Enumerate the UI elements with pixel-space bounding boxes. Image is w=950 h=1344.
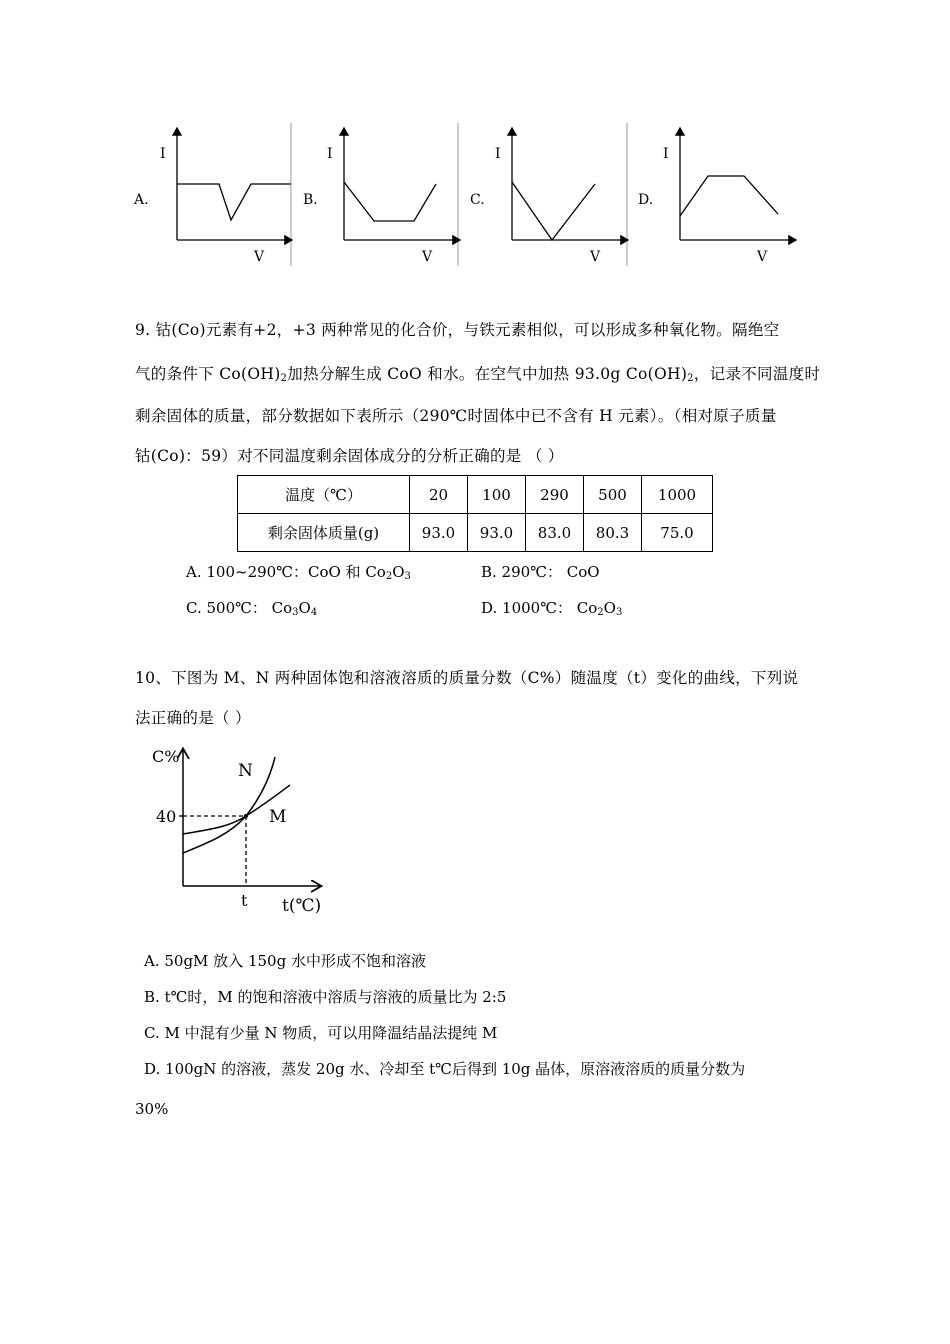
graph-d [638,128,796,265]
table-cell: 80.3 [584,514,642,552]
curve-n [183,757,275,853]
option-text: C. 500℃： Co [186,599,293,617]
q10-option-d[interactable]: D. 100gN 的溶液，蒸发 20g 水、冷却至 t℃后得到 10g 晶体，原溶液溶质的质量分数为 [144,1060,746,1078]
q10-option-c[interactable]: C. M 中混有少量 N 物质，可以用降温结晶法提纯 M [144,1024,498,1042]
x-axis-label: t(℃) [282,896,322,916]
option-text: O [298,599,311,617]
q9-option-b[interactable]: B. 290℃： CoO [481,563,600,581]
x-axis-label: V [757,249,768,265]
curve-d [680,176,778,216]
curve-m-label: M [269,807,287,827]
option-label: B. [303,192,318,208]
option-label: A. [134,192,149,208]
q9-option-d[interactable] [481,597,622,618]
curve-n-label: N [238,761,253,781]
table-cell: 75.0 [642,514,713,552]
subscript: 2 [280,373,288,384]
x-tick-label: t [241,891,248,910]
subscript: 4 [310,607,318,618]
q10-line-2: 法正确的是（ ） [135,709,251,727]
subscript: 3 [615,607,623,618]
q10-option-d-continued: 30% [135,1100,169,1118]
subscript: 3 [404,571,411,582]
q9-option-c[interactable] [186,597,317,618]
curve-c [512,182,595,240]
intersection-point [244,814,248,818]
curve-b [344,182,436,221]
q9-data-table [237,475,713,552]
y-tick-label: 40 [156,807,177,826]
graph-a [133,128,292,265]
table-header-cell: 剩余固体质量(g) [238,514,410,552]
table-header-cell: 温度（℃） [238,476,410,514]
table-cell: 93.0 [468,514,526,552]
q10-line-1: 10、下图为 M、N 两种固体饱和溶液溶质的质量分数（C%）随温度（t）变化的曲线，下列说 [135,669,799,687]
graph-b [303,128,460,265]
table-cell: 500 [584,476,642,514]
iv-graphs [120,118,810,278]
option-text: A. 100~290℃：CoO 和 Co [186,563,386,581]
option-text: D. 1000℃： Co [481,599,598,617]
table-cell: 20 [410,476,468,514]
subscript: 3 [292,607,299,618]
option-text: O [603,599,616,617]
y-axis-label: C% [152,747,180,766]
option-label: C. [470,192,485,208]
q10-option-a[interactable]: A. 50gM 放入 150g 水中形成不饱和溶液 [144,952,426,970]
table-row [238,514,713,552]
y-axis-label: I [495,146,501,162]
table-cell: 83.0 [526,514,584,552]
table-cell: 93.0 [410,514,468,552]
q9-option-a[interactable] [186,561,411,582]
q9-line-1: 9. 钴(Co)元素有+2，+3 两种常见的化合价，与铁元素相似，可以形成多种氧化物。隔绝空 [135,321,780,339]
x-axis-label: V [254,249,265,265]
y-axis-label: I [663,146,669,162]
option-text: O [392,563,405,581]
q10-option-b[interactable]: B. t℃时，M 的饱和溶液中溶质与溶液的质量比为 2:5 [144,988,507,1006]
x-axis-label: V [590,249,601,265]
subscript: 2 [597,607,604,618]
x-axis-label: V [422,249,433,265]
graph-c [470,128,628,265]
table-cell: 1000 [642,476,713,514]
q9-line-2a: 气的条件下 Co(OH) [135,365,281,383]
subscript: 2 [385,571,393,582]
solubility-chart [150,742,340,917]
table-row [238,476,713,514]
q9-line-3: 剩余固体的质量，部分数据如下表所示（290℃时固体中已不含有 H 元素）。（相对原子质量 [135,407,777,425]
option-label: D. [638,192,654,208]
q9-line-2c: ，记录不同温度时 [693,365,821,383]
table-cell: 290 [526,476,584,514]
q9-line-4: 钴(Co)：59）对不同温度剩余固体成分的分析正确的是 （ ） [135,447,564,465]
curve-a [177,184,291,220]
table-cell: 100 [468,476,526,514]
q9-line-2b: 加热分解生成 CoO 和水。在空气中加热 93.0g Co(OH) [287,365,688,383]
y-axis-label: I [160,146,166,162]
y-axis-label: I [327,146,333,162]
subscript: 2 [687,373,694,384]
q9-line-2 [135,362,820,384]
